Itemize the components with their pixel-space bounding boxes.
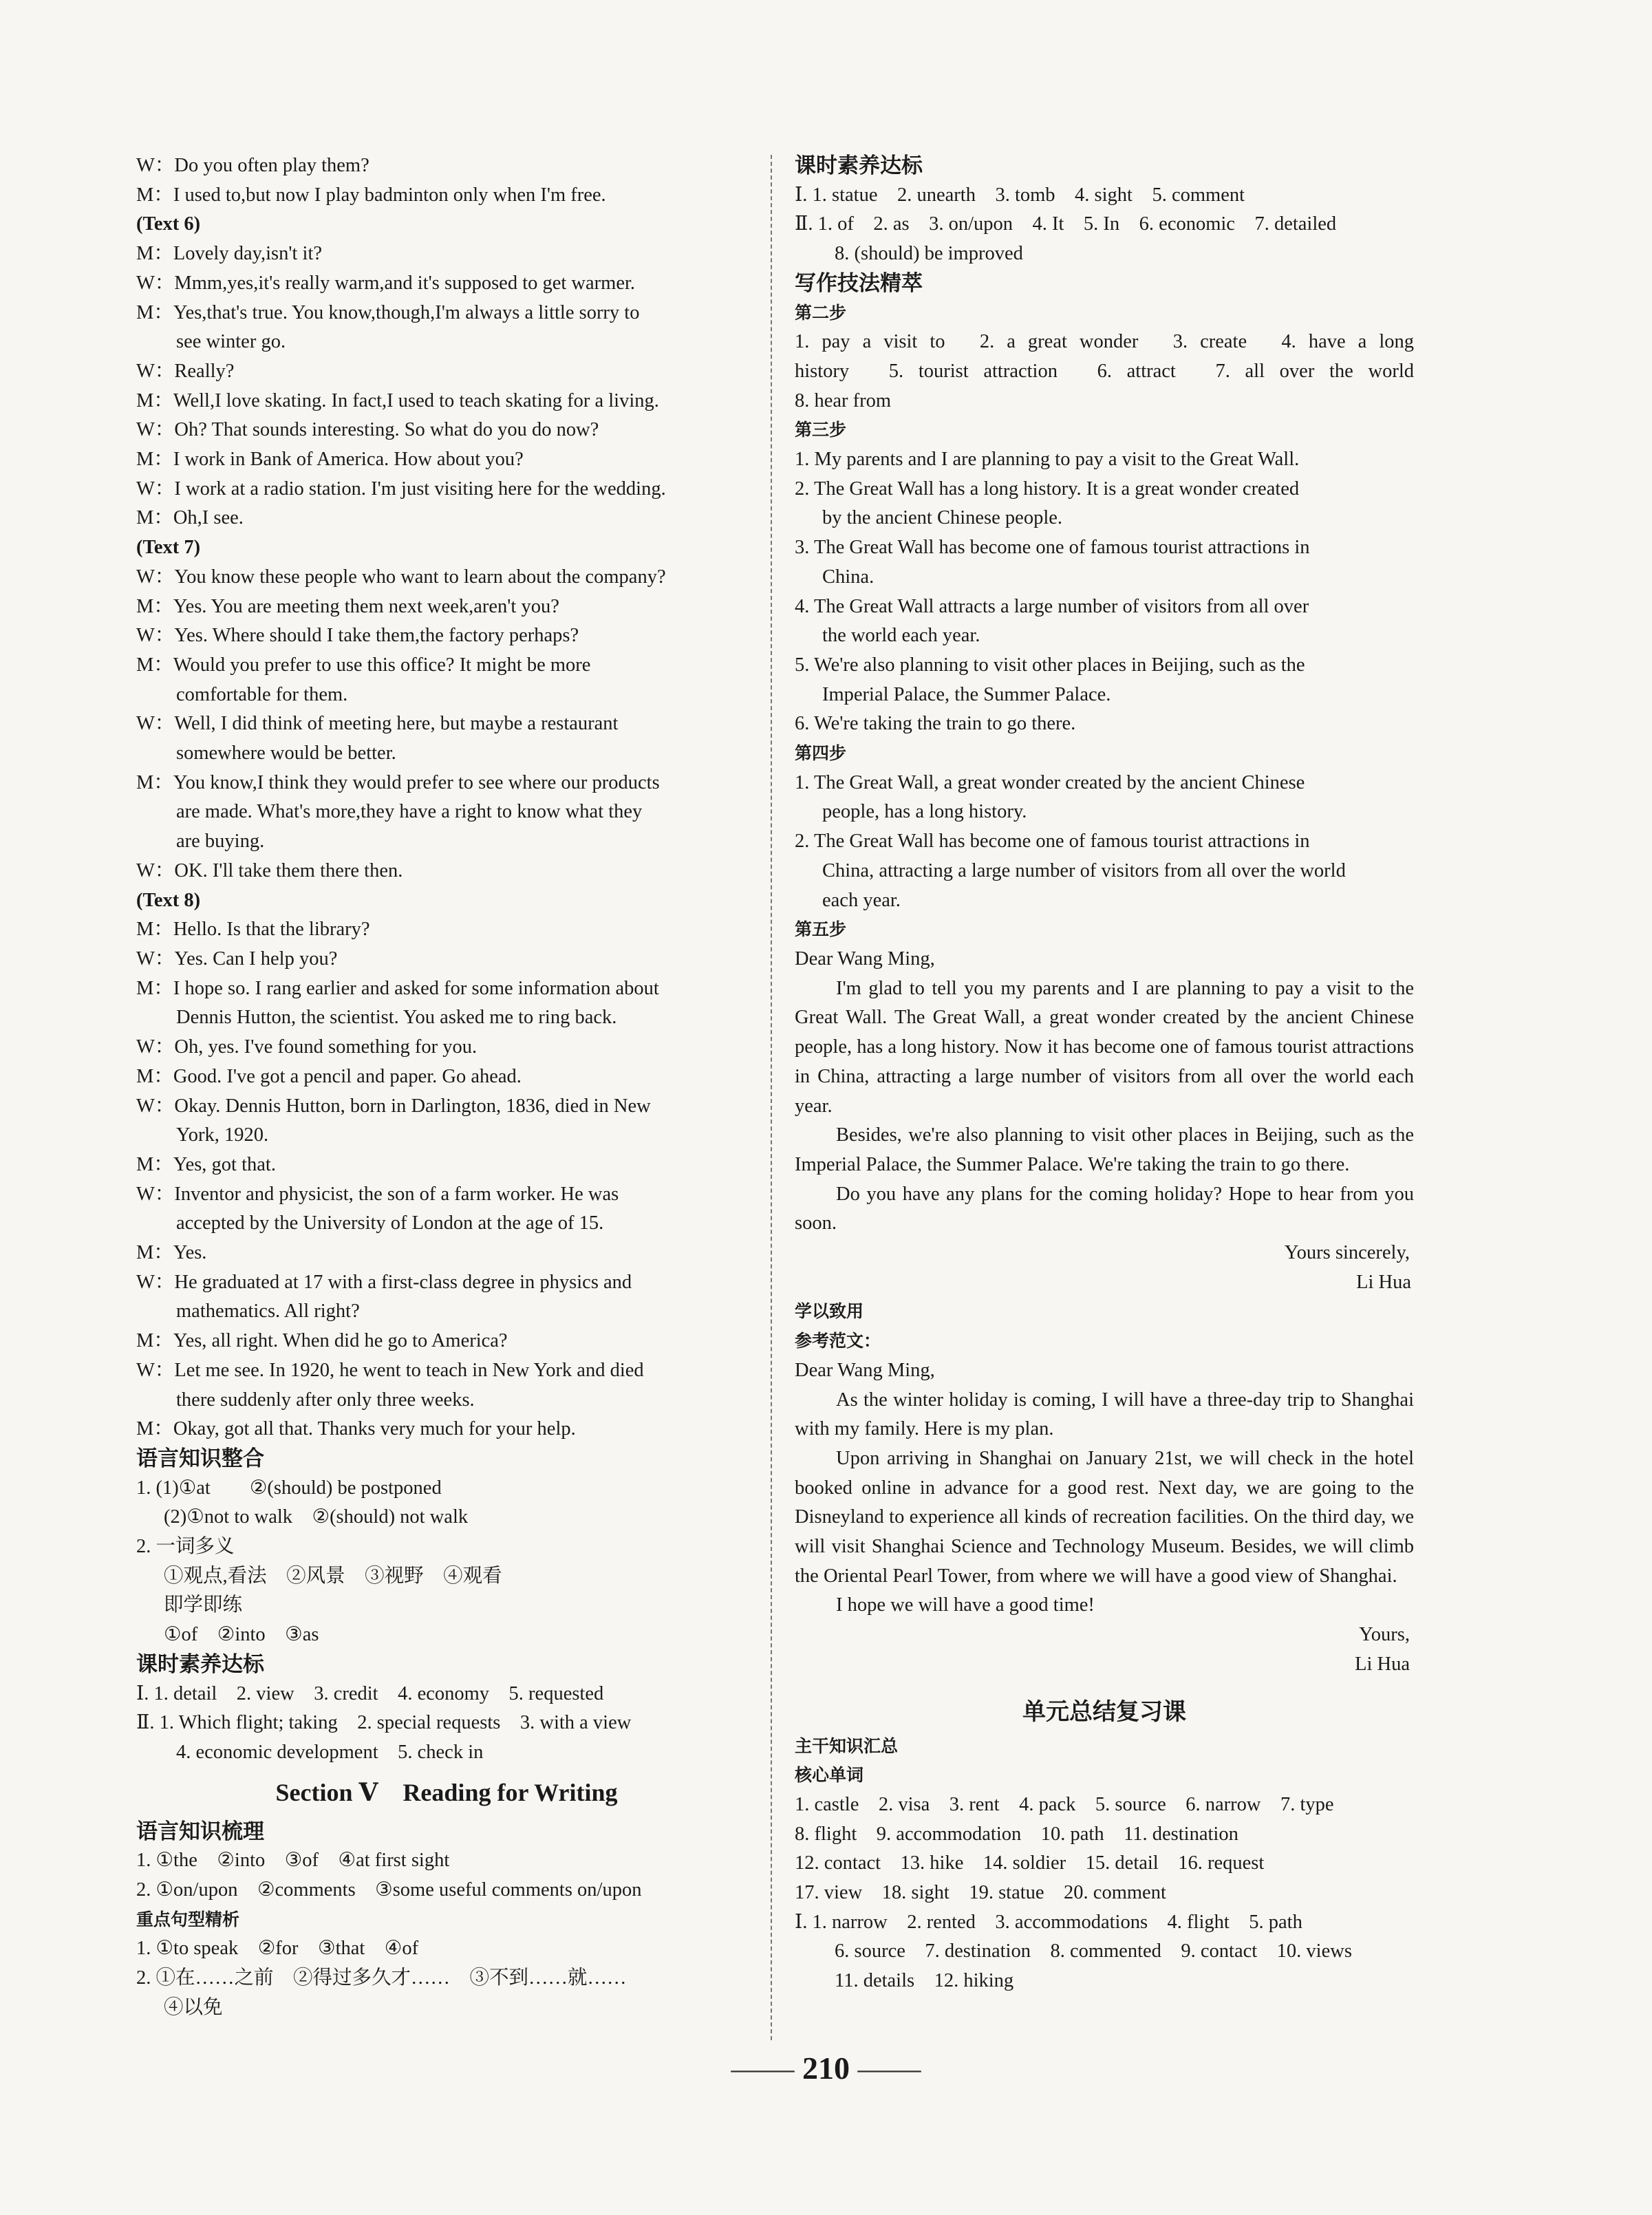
dialog-line: W：He graduated at 17 with a first-class degree in physics and <box>136 1271 632 1293</box>
sentence-line: China, attracting a large number of visitors from all over the world <box>822 859 1346 881</box>
unit-review-title: 单元总结复习课 <box>1022 1698 1186 1726</box>
dialog-line: W：Well, I did think of meeting here, but maybe a restaurant <box>136 713 619 735</box>
letter-paragraph: I hope we will have a good time! <box>836 1594 1095 1616</box>
quality-title: 课时素养达标 <box>795 153 923 178</box>
step-label: 第三步 <box>795 420 847 440</box>
dialog-line: W：Mmm,yes,it's really warm,and it's supposed to get warmer. <box>136 272 636 294</box>
dialog-line: are buying. <box>176 831 265 853</box>
answer-line: 8. (should) be improved <box>835 243 1023 265</box>
dialog-line: M：Yes, got that. <box>136 1153 276 1175</box>
dialog-line: W：Okay. Dennis Hutton, born in Darlington, 1836, died in New <box>136 1095 651 1117</box>
reference-label: 参考范文： <box>795 1331 881 1351</box>
answer-line: ①观点,看法 ②风景 ③视野 ④观看 <box>164 1565 502 1587</box>
sentence-line: 5. We're also planning to visit other places in Beijing, such as the <box>795 654 1305 676</box>
column-divider <box>771 155 772 2040</box>
text6-label: (Text 6) <box>136 213 201 235</box>
letter-paragraph: Do you have any plans for the coming holiday? Hope to hear from you soon. <box>795 1183 1414 1234</box>
dialog-line: comfortable for them. <box>176 683 348 705</box>
answer-line: 11. details 12. hiking <box>835 1970 1014 1992</box>
dialog-line: somewhere would be better. <box>176 742 396 764</box>
dialog-line: M：Would you prefer to use this office? It might be more <box>136 654 591 676</box>
dialog-line: accepted by the University of London at the age of 15. <box>176 1212 604 1234</box>
dialog-line: W：OK. I'll take them there then. <box>136 859 403 881</box>
sentence-line: by the ancient Chinese people. <box>822 507 1063 529</box>
dialog-line: M：Lovely day,isn't it? <box>136 243 323 265</box>
answer-line: 8. hear from <box>795 389 892 411</box>
dialog-line: W：Oh? That sounds interesting. So what do you do now? <box>136 419 599 441</box>
dialog-line: W：Let me see. In 1920, he went to teach in New York and died <box>136 1359 644 1381</box>
dialog-line: W：Inventor and physicist, the son of a farm worker. He was <box>136 1183 619 1205</box>
dialog-line: see winter go. <box>176 331 286 353</box>
dialog-line: W：You know these people who want to learn about the company? <box>136 566 666 588</box>
text8-label: (Text 8) <box>136 889 201 911</box>
letter-paragraph: Upon arriving in Shanghai on January 21st, we will check in the hotel booked online in advance for a good rest. Next day, we are going to the Disneyland to experience all kinds of recreation facilities. On the third day, we will visit Shanghai Science and Technology Museum. Besides, we will climb the Oriental Pearl Tower, from where we will have a good view of Shanghai. <box>795 1447 1414 1587</box>
main-knowledge-title: 主干知识汇总 <box>795 1735 899 1756</box>
answer-line: 1. castle 2. visa 3. rent 4. pack 5. source 6. narrow 7. type <box>795 1793 1334 1815</box>
dialog-line: M：I work in Bank of America. How about you? <box>136 449 524 471</box>
dialog-line: M：Good. I've got a pencil and paper. Go ahead. <box>136 1065 522 1087</box>
answer-line: 8. flight 9. accommodation 10. path 11. destination <box>795 1823 1238 1845</box>
quality-title: 课时素养达标 <box>136 1651 264 1677</box>
key-sentences-title: 重点句型精析 <box>136 1909 240 1929</box>
right-column <box>795 151 1414 1996</box>
dialog-line: M：Yes, all right. When did he go to America? <box>136 1330 508 1352</box>
answer-line: 17. view 18. sight 19. statue 20. comment <box>795 1882 1166 1904</box>
practice-label: 即学即练 <box>164 1594 243 1616</box>
dialog-line: W：Oh, yes. I've found something for you. <box>136 1036 478 1058</box>
dialog-line: M：I used to,but now I play badminton only when I'm free. <box>136 184 606 206</box>
answer-line: history 5. tourist attraction 6. attract 7. all over the world <box>795 360 1414 382</box>
dialog-line: M：Yes,that's true. You know,though,I'm always a little sorry to <box>136 301 640 323</box>
answer-line: ④以免 <box>164 1996 223 2018</box>
dialog-line: M：I hope so. I rang earlier and asked for some information about <box>136 977 659 999</box>
sentence-line: 6. We're taking the train to go there. <box>795 713 1076 735</box>
section-title: Section Ⅴ Reading for Writing <box>275 1778 618 1806</box>
answer-line: ①of ②into ③as <box>164 1624 319 1646</box>
lang-knowledge-title: 语言知识梳理 <box>136 1819 264 1844</box>
dialog-line: M：Oh,I see. <box>136 507 244 529</box>
dialog-line: Dennis Hutton, the scientist. You asked me to ring back. <box>176 1007 617 1029</box>
answer-line: 12. contact 13. hike 14. soldier 15. detail 16. request <box>795 1852 1265 1874</box>
text7-label: (Text 7) <box>136 537 201 559</box>
sentence-line: 2. The Great Wall has become one of famous tourist attractions in <box>795 831 1310 853</box>
answer-line: 2. ①on/upon ②comments ③some useful comments on/upon <box>136 1879 642 1901</box>
dialog-line: M：Hello. Is that the library? <box>136 919 370 941</box>
letter-paragraph: As the winter holiday is coming, I will have a three-day trip to Shanghai with my family. Here is my plan. <box>795 1389 1414 1440</box>
dialog-line: W：I work at a radio station. I'm just visiting here for the wedding. <box>136 478 666 500</box>
dialog-line: W：Really? <box>136 360 235 382</box>
letter-paragraph: I'm glad to tell you my parents and I are planning to pay a visit to the Great Wall. The Great Wall, a great wonder created by the ancient Chinese people, has a long history. Now it has become one of famous tourist attractions in China, attracting a large number of visitors from all over the world each year. <box>795 977 1414 1117</box>
step-label: 第五步 <box>795 919 847 940</box>
dialog-line: M：Well,I love skating. In fact,I used to teach skating for a living. <box>136 389 659 411</box>
page-number <box>0 2051 1652 2086</box>
writing-title: 写作技法精萃 <box>795 270 923 296</box>
letter-closing: Yours, <box>1359 1624 1410 1646</box>
answer-line: 1. ①to speak ②for ③that ④of <box>136 1938 419 1960</box>
answer-line: Ⅱ. 1. of 2. as 3. on/upon 4. It 5. In 6. economic 7. detailed <box>795 213 1337 235</box>
sentence-line: the world each year. <box>822 625 980 647</box>
step-label: 第四步 <box>795 743 847 764</box>
dialog-line: are made. What's more,they have a right to know what they <box>176 801 643 823</box>
page-number-dash: —— <box>731 2051 802 2086</box>
lang-integration-title: 语言知识整合 <box>136 1446 264 1471</box>
core-words-title: 核心单词 <box>795 1765 864 1786</box>
dialog-line: W：Yes. Where should I take them,the factory perhaps? <box>136 625 579 647</box>
left-column <box>136 151 757 2023</box>
answer-line: 6. source 7. destination 8. commented 9. contact 10. views <box>835 1940 1352 1962</box>
answer-line: Ⅰ. 1. detail 2. view 3. credit 4. economy 5. requested <box>136 1682 604 1704</box>
dialog-line: M：You know,I think they would prefer to see where our products <box>136 771 660 793</box>
step-label: 第二步 <box>795 302 847 323</box>
sentence-line: 1. The Great Wall, a great wonder created by the ancient Chinese <box>795 771 1305 793</box>
page-number-value: 210 <box>802 2051 850 2086</box>
sentence-line: each year. <box>822 889 901 911</box>
sentence-line: China. <box>822 566 875 588</box>
answer-line: 1. ①the ②into ③of ④at first sight <box>136 1850 450 1872</box>
sentence-line: 4. The Great Wall attracts a large number of visitors from all over <box>795 595 1309 617</box>
answer-line: Ⅱ. 1. Which flight; taking 2. special requests 3. with a view <box>136 1712 632 1734</box>
apply-title: 学以致用 <box>795 1301 864 1322</box>
sentence-line: 3. The Great Wall has become one of famous tourist attractions in <box>795 537 1310 559</box>
letter-greeting: Dear Wang Ming, <box>795 1359 935 1381</box>
sentence-line: 1. My parents and I are planning to pay a visit to the Great Wall. <box>795 449 1300 471</box>
dialog-line: there suddenly after only three weeks. <box>176 1389 475 1411</box>
answer-line: 2. 一词多义 <box>136 1536 235 1558</box>
dialog-line: W：Yes. Can I help you? <box>136 948 338 970</box>
dialog-line: M：Yes. You are meeting them next week,aren't you? <box>136 595 559 617</box>
answer-line: (2)①not to walk ②(should) not walk <box>164 1506 469 1528</box>
answer-line: Ⅰ. 1. narrow 2. rented 3. accommodations 4. flight 5. path <box>795 1911 1302 1933</box>
letter-signature: Li Hua <box>1356 1271 1411 1293</box>
letter-greeting: Dear Wang Ming, <box>795 948 935 970</box>
answer-line: 1. pay a visit to 2. a great wonder 3. create 4. have a long <box>795 331 1414 353</box>
letter-paragraph: Besides, we're also planning to visit other places in Beijing, such as the Imperial Palace, the Summer Palace. We're taking the train to go there. <box>795 1124 1414 1175</box>
letter-closing: Yours sincerely, <box>1284 1242 1410 1264</box>
sentence-line: 2. The Great Wall has a long history. It is a great wonder created <box>795 478 1300 500</box>
answer-line: 4. economic development 5. check in <box>176 1741 484 1763</box>
dialog-line: W：Do you often play them? <box>136 155 369 176</box>
answer-line: 1. (1)①at ②(should) be postponed <box>136 1477 442 1499</box>
dialog-line: York, 1920. <box>176 1124 269 1146</box>
letter-signature: Li Hua <box>1355 1653 1410 1675</box>
sentence-line: people, has a long history. <box>822 801 1027 823</box>
answer-line: 2. ①在……之前 ②得过多久才…… ③不到……就…… <box>136 1967 627 1989</box>
sentence-line: Imperial Palace, the Summer Palace. <box>822 683 1111 705</box>
page-number-dash: —— <box>850 2051 921 2086</box>
dialog-line: M：Okay, got all that. Thanks very much for your help. <box>136 1418 576 1440</box>
answer-line: Ⅰ. 1. statue 2. unearth 3. tomb 4. sight 5. comment <box>795 184 1245 206</box>
dialog-line: mathematics. All right? <box>176 1301 360 1323</box>
dialog-line: M：Yes. <box>136 1242 207 1264</box>
